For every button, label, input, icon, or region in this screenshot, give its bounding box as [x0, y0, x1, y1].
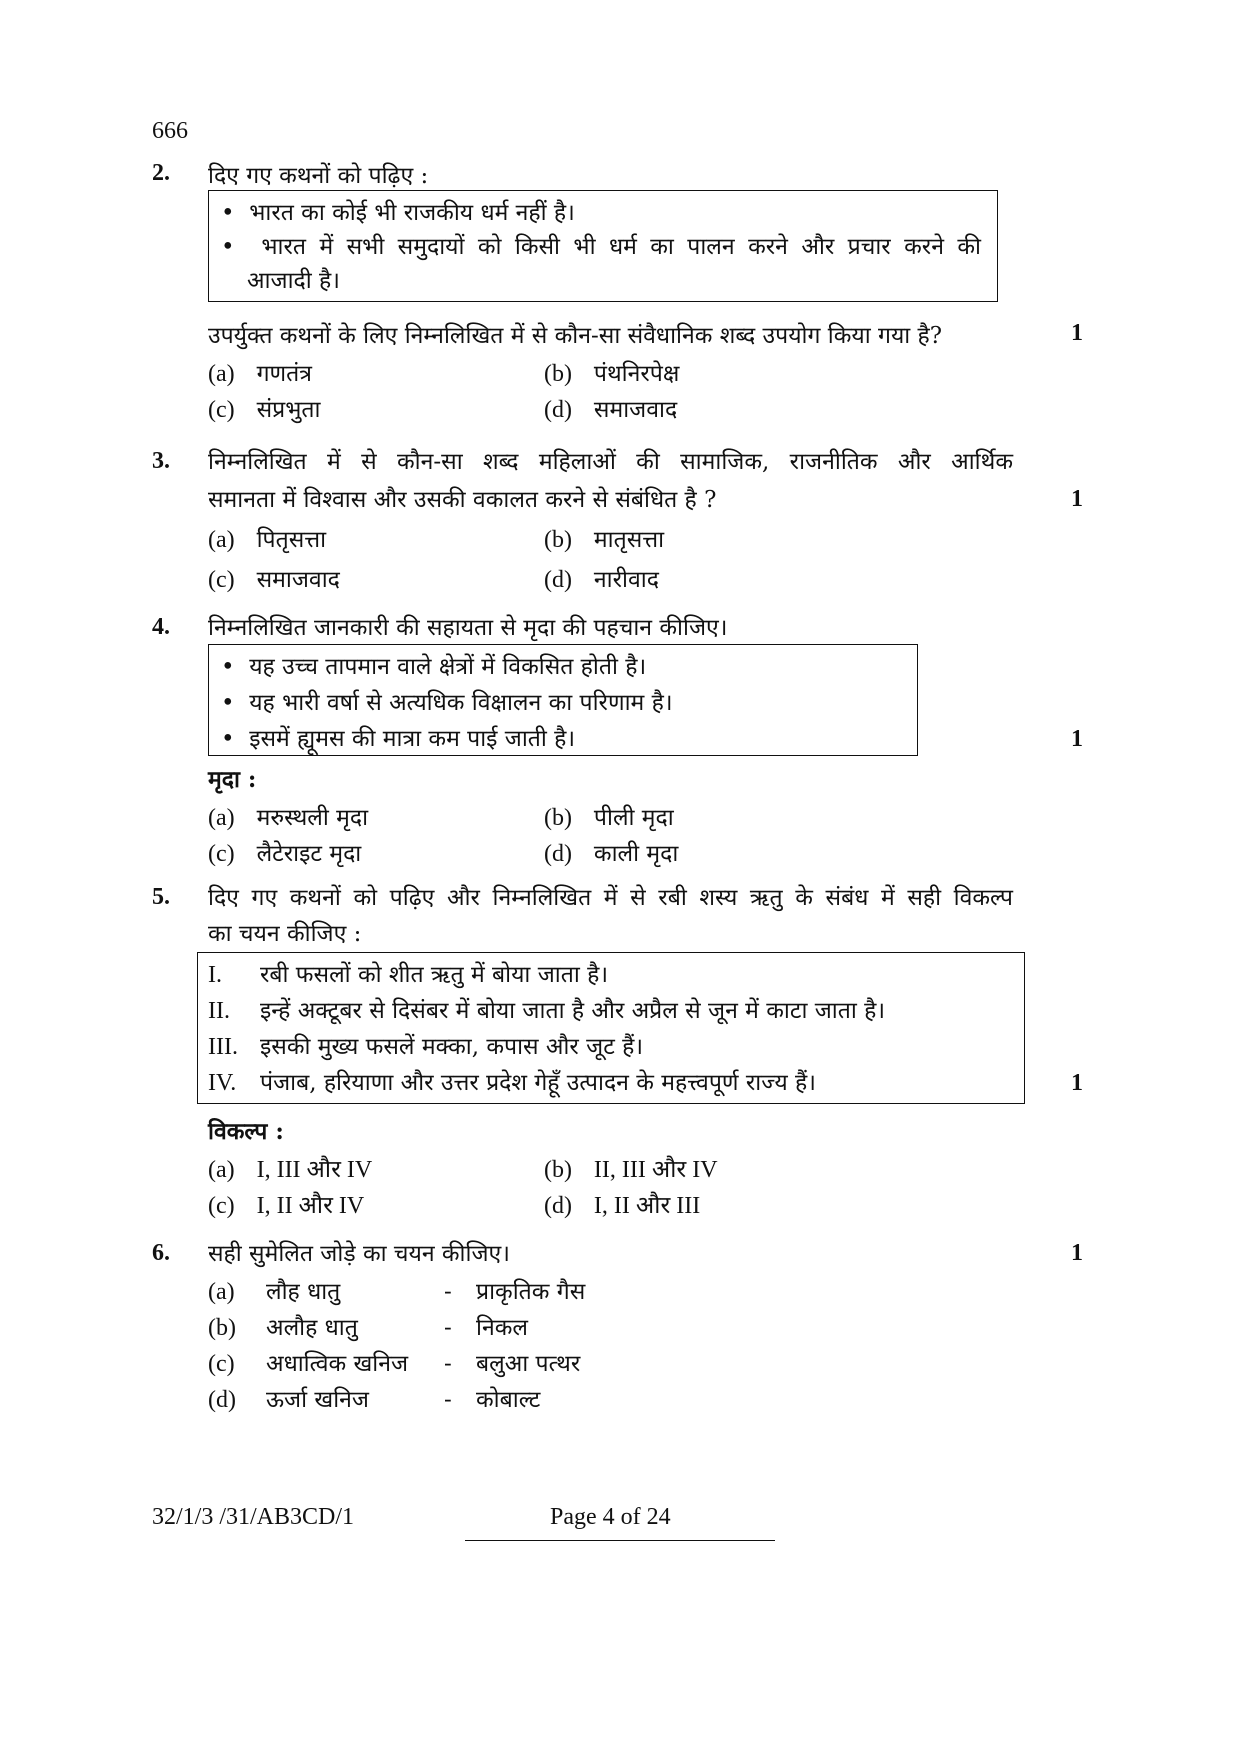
- question-number: 2.: [152, 160, 170, 186]
- option-text: पीली मृदा: [593, 805, 674, 831]
- option-d: [544, 392, 677, 424]
- option-key: (c): [208, 397, 235, 423]
- options-label: मृदा :: [208, 766, 257, 793]
- pair-a: [208, 1274, 585, 1306]
- option-text: पितृसत्ता: [256, 527, 327, 553]
- statement-text: इन्हें अक्टूबर से दिसंबर में बोया जाता है और अप्रैल से जून में काटा जाता है।: [260, 998, 886, 1024]
- question-number: 5.: [152, 884, 170, 910]
- question-text: निम्नलिखित जानकारी की सहायता से मृदा की पहचान कीजिए।: [208, 615, 728, 641]
- marks: 1: [1071, 320, 1083, 346]
- pair-dash: -: [444, 1351, 452, 1377]
- bullet-text: इसमें ह्यूमस की मात्रा कम पाई जाती है।: [249, 726, 576, 752]
- pair-left: अधात्विक खनिज: [266, 1351, 409, 1377]
- option-key: (d): [544, 567, 572, 593]
- statement-text: पंजाब, हरियाणा और उत्तर प्रदेश गेहूँ उत्पादन के महत्त्वपूर्ण राज्य हैं।: [260, 1070, 816, 1096]
- options-label: विकल्प :: [208, 1118, 284, 1145]
- footer-rule: [465, 1540, 775, 1541]
- option-text: II, III और IV: [593, 1157, 718, 1183]
- option-b: [544, 800, 674, 832]
- bullet-item: • यह भारी वर्षा से अत्यधिक विक्षालन का परिणाम है।: [221, 690, 673, 716]
- statement-key: III.: [208, 1034, 238, 1060]
- pair-right: प्राकृतिक गैस: [476, 1279, 586, 1305]
- option-text: मातृसत्ता: [593, 527, 665, 553]
- option-text: I, III और IV: [256, 1157, 373, 1183]
- question-number: 6.: [152, 1240, 170, 1266]
- option-text: मरुस्थली मृदा: [256, 805, 369, 831]
- statement-key: IV.: [208, 1070, 237, 1096]
- option-b: [544, 522, 664, 554]
- option-text: नारीवाद: [593, 567, 659, 593]
- option-key: (c): [208, 567, 235, 593]
- marks: 1: [1071, 1070, 1083, 1096]
- option-text: I, II और III: [593, 1193, 701, 1219]
- statement-box: [208, 190, 998, 302]
- statement-text: रबी फसलों को शीत ऋतु में बोया जाता है।: [260, 962, 609, 988]
- pair-dash: -: [444, 1315, 452, 1341]
- option-d: [544, 1188, 700, 1221]
- question-text-continued: का चयन कीजिए :: [208, 921, 362, 947]
- option-c: [208, 1188, 364, 1221]
- pair-key: (b): [208, 1315, 236, 1341]
- option-c: [208, 392, 320, 424]
- question-number: 3.: [152, 448, 170, 474]
- option-text: पंथनिरपेक्ष: [593, 361, 680, 387]
- option-key: (a): [208, 805, 235, 831]
- pair-left: ऊर्जा खनिज: [266, 1387, 369, 1413]
- option-key: (d): [544, 397, 572, 423]
- option-key: (b): [544, 527, 572, 553]
- option-text: समाजवाद: [256, 567, 340, 593]
- option-text: समाजवाद: [593, 397, 678, 423]
- option-d: [544, 562, 659, 594]
- option-b: [544, 356, 679, 388]
- question-text: सही सुमेलित जोड़े का चयन कीजिए।: [208, 1241, 510, 1267]
- pair-right: निकल: [476, 1315, 528, 1341]
- page-number: Page 4 of 24: [550, 1504, 671, 1530]
- pair-key: (d): [208, 1387, 236, 1413]
- option-key: (b): [544, 361, 572, 387]
- statement-3: [208, 1029, 643, 1061]
- pair-left: अलौह धातु: [266, 1315, 358, 1341]
- statement-key: II.: [208, 998, 230, 1024]
- question-text-continued: समानता में विश्वास और उसकी वकालत करने से संबंधित है ?: [208, 487, 717, 513]
- option-c: [208, 562, 340, 594]
- statement-key: I.: [208, 962, 222, 988]
- marks: 1: [1071, 486, 1083, 512]
- option-text: गणतंत्र: [256, 361, 312, 387]
- pair-key: (a): [208, 1279, 235, 1305]
- bullet-item: • इसमें ह्यूमस की मात्रा कम पाई जाती है।: [221, 726, 576, 752]
- option-key: (a): [208, 361, 235, 387]
- statement-1: [208, 957, 608, 989]
- bullet-text: भारत का कोई भी राजकीय धर्म नहीं है।: [249, 200, 575, 226]
- bullet-text: यह भारी वर्षा से अत्यधिक विक्षालन का परिणाम है।: [249, 690, 673, 716]
- bullet-text: भारत में सभी समुदायों को किसी भी धर्म का पालन करने और प्रचार करने की: [261, 234, 981, 260]
- pair-right: बलुआ पत्थर: [476, 1351, 581, 1377]
- bullet-continuation: आजादी है।: [247, 268, 340, 294]
- option-a: [208, 356, 312, 388]
- option-key: (d): [544, 1193, 572, 1219]
- bullet-item: • भारत का कोई भी राजकीय धर्म नहीं है।: [221, 200, 575, 226]
- option-key: (b): [544, 1157, 572, 1183]
- paper-code-header: 666: [152, 118, 188, 144]
- pair-key: (c): [208, 1351, 235, 1377]
- pair-b: [208, 1310, 528, 1342]
- option-text: काली मृदा: [593, 841, 679, 867]
- pair-right: कोबाल्ट: [476, 1387, 541, 1413]
- information-box: [208, 644, 918, 756]
- statement-text: इसकी मुख्य फसलें मक्का, कपास और जूट हैं।: [260, 1034, 644, 1060]
- pair-dash: -: [444, 1279, 452, 1305]
- option-key: (c): [208, 841, 235, 867]
- question-text: दिए गए कथनों को पढ़िए :: [208, 163, 429, 189]
- marks: 1: [1071, 726, 1083, 752]
- question-text: दिए गए कथनों को पढ़िए और निम्नलिखित में से रबी शस्य ऋतु के संबंध में सही विकल्प: [208, 885, 1013, 911]
- option-a: [208, 800, 368, 832]
- bullet-item: • भारत में सभी समुदायों को किसी भी धर्म का पालन करने और प्रचार करने की: [221, 234, 981, 260]
- bullet-text: यह उच्च तापमान वाले क्षेत्रों में विकसित होती है।: [249, 654, 647, 680]
- question-text: निम्नलिखित में से कौन-सा शब्द महिलाओं की सामाजिक, राजनीतिक और आर्थिक: [208, 449, 1013, 475]
- statement-box: [197, 952, 1025, 1104]
- option-key: (a): [208, 1157, 235, 1183]
- pair-c: [208, 1346, 580, 1378]
- option-key: (d): [544, 841, 572, 867]
- option-a: [208, 522, 326, 554]
- pair-left: लौह धातु: [266, 1279, 341, 1305]
- option-text: लैटेराइट मृदा: [256, 841, 362, 867]
- footer-paper-code: 32/1/3 /31/AB3CD/1: [152, 1504, 355, 1530]
- option-c: [208, 836, 361, 868]
- option-key: (c): [208, 1193, 235, 1219]
- statement-4: [208, 1065, 816, 1097]
- option-key: (a): [208, 527, 235, 553]
- option-a: [208, 1152, 372, 1185]
- option-text: I, II और IV: [256, 1193, 365, 1219]
- option-d: [544, 836, 678, 868]
- pair-dash: -: [444, 1387, 452, 1413]
- option-b: [544, 1152, 718, 1185]
- bullet-item: • यह उच्च तापमान वाले क्षेत्रों में विकसित होती है।: [221, 654, 647, 680]
- question-number: 4.: [152, 614, 170, 640]
- pair-d: [208, 1382, 540, 1414]
- marks: 1: [1071, 1240, 1083, 1266]
- option-text: संप्रभुता: [256, 397, 321, 423]
- option-key: (b): [544, 805, 572, 831]
- question-prompt: उपर्युक्त कथनों के लिए निम्नलिखित में से कौन-सा संवैधानिक शब्द उपयोग किया गया है?: [208, 323, 943, 349]
- statement-2: [208, 993, 885, 1025]
